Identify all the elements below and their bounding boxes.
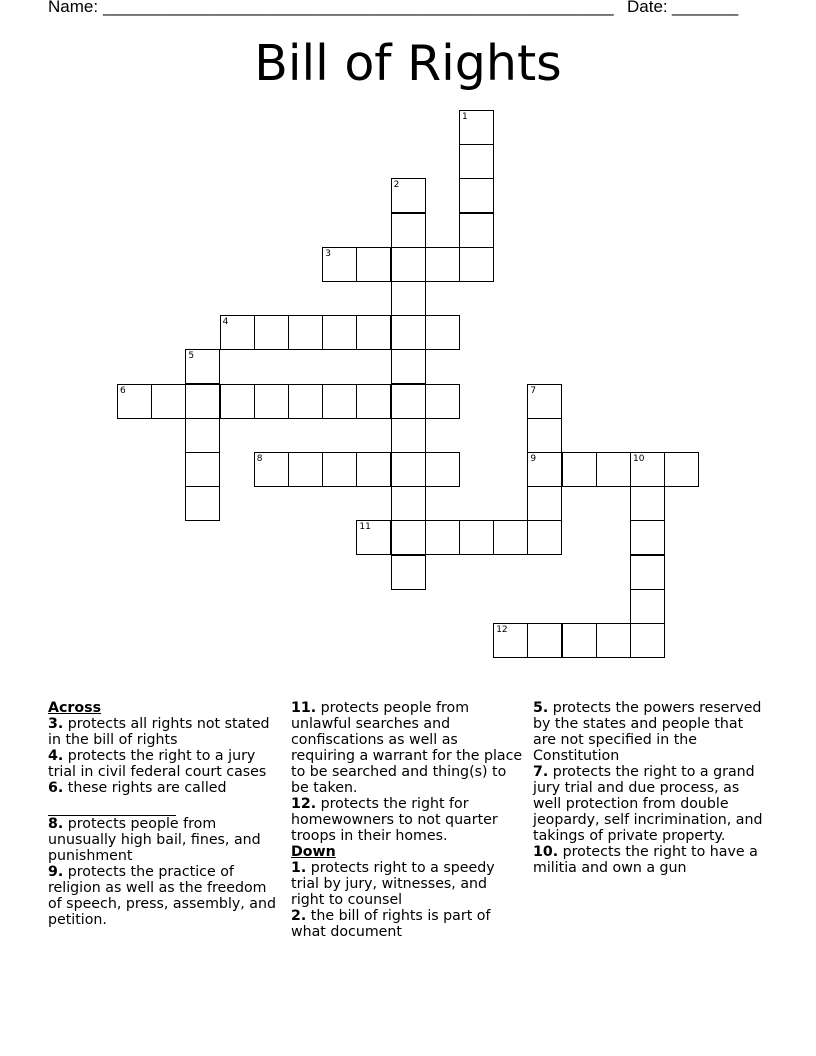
clue-number: 9.	[48, 864, 64, 880]
across-clue-11	[291, 700, 523, 796]
down-heading: Down	[291, 844, 336, 860]
grid-cell[interactable]	[630, 486, 665, 521]
clue-number: 7.	[533, 764, 549, 780]
grid-cell[interactable]	[391, 213, 426, 248]
clue-number: 5.	[533, 700, 549, 716]
grid-cell[interactable]	[596, 623, 631, 658]
across-clue-9	[48, 864, 280, 928]
grid-cell[interactable]	[356, 247, 391, 282]
across-clue-8	[48, 816, 280, 864]
down-clue-2	[291, 908, 523, 940]
grid-cell[interactable]	[630, 589, 665, 624]
clue-number: 11.	[291, 700, 317, 716]
grid-cell[interactable]	[459, 110, 494, 145]
grid-cell[interactable]	[356, 315, 391, 350]
grid-cell[interactable]	[391, 486, 426, 521]
grid-cell[interactable]	[391, 520, 426, 555]
name-field-line[interactable]: ______________________________________________________	[103, 0, 614, 16]
grid-cell[interactable]	[630, 520, 665, 555]
grid-cell[interactable]	[459, 178, 494, 213]
across-heading: Across	[48, 700, 102, 716]
clues-column-3	[533, 700, 765, 876]
grid-cell[interactable]	[391, 247, 426, 282]
cell-number: 10	[633, 454, 645, 464]
grid-cell[interactable]	[185, 349, 220, 384]
down-clue-10	[533, 844, 765, 876]
cell-number: 7	[530, 385, 537, 396]
grid-cell[interactable]	[459, 247, 494, 282]
clue-text: protects right to a speedy trial by jury, witnesses, and right to counsel	[291, 860, 495, 908]
clue-number: 4.	[48, 748, 64, 764]
clue-number: 2.	[291, 908, 307, 924]
grid-cell[interactable]	[185, 418, 220, 453]
clue-number: 6.	[48, 780, 64, 796]
clue-number: 10.	[533, 844, 559, 860]
clue-text: protects people from unusually high bail, fines, and punishment	[48, 816, 261, 864]
grid-cell[interactable]	[425, 315, 460, 350]
across-clue-6	[48, 780, 280, 816]
grid-cell[interactable]	[562, 623, 597, 658]
grid-cell[interactable]	[527, 486, 562, 521]
grid-cell[interactable]	[391, 315, 426, 350]
down-clue-7	[533, 764, 765, 844]
grid-cell[interactable]	[322, 247, 357, 282]
grid-cell[interactable]	[459, 520, 494, 555]
grid-cell[interactable]	[391, 178, 426, 213]
clue-number: 8.	[48, 816, 64, 832]
grid-cell[interactable]	[391, 555, 426, 590]
grid-cell[interactable]	[185, 384, 220, 419]
grid-cell[interactable]	[254, 384, 289, 419]
grid-cell[interactable]	[356, 384, 391, 419]
grid-cell[interactable]	[117, 384, 152, 419]
cell-number: 6	[120, 385, 126, 396]
grid-cell[interactable]	[391, 452, 426, 487]
grid-cell[interactable]	[425, 384, 460, 419]
clue-number: 1.	[291, 860, 307, 876]
cell-number: 9	[530, 454, 537, 464]
clues-column-2	[291, 700, 523, 940]
cell-number: 8	[256, 454, 263, 464]
clues-column-1	[48, 700, 280, 928]
clue-number: 12.	[291, 796, 317, 812]
grid-cell[interactable]	[322, 315, 357, 350]
grid-cell[interactable]	[664, 452, 699, 487]
cell-number: 5	[188, 351, 195, 362]
grid-cell[interactable]	[527, 520, 562, 555]
clue-text: these rights are called	[67, 780, 227, 796]
grid-cell[interactable]	[630, 555, 665, 590]
name-label: Name:	[48, 0, 99, 16]
grid-cell[interactable]	[322, 452, 357, 487]
grid-cell[interactable]	[220, 315, 255, 350]
grid-cell[interactable]	[425, 247, 460, 282]
clue-number: 3.	[48, 716, 64, 732]
grid-cell[interactable]	[356, 452, 391, 487]
grid-cell[interactable]	[288, 452, 323, 487]
grid-cell[interactable]	[391, 418, 426, 453]
across-clue-12	[291, 796, 523, 844]
cell-number: 1	[462, 112, 468, 122]
grid-cell[interactable]	[425, 452, 460, 487]
date-field-line[interactable]: _______	[672, 0, 739, 16]
clue-text: protects the practice of religion as well as the freedom of speech, press, assembly, and petition.	[48, 864, 276, 928]
grid-cell[interactable]	[630, 452, 665, 487]
grid-cell[interactable]	[630, 623, 665, 658]
grid-cell[interactable]	[356, 520, 391, 555]
grid-cell[interactable]	[391, 281, 426, 316]
date-label: Date:	[627, 0, 668, 16]
grid-cell[interactable]	[322, 384, 357, 419]
grid-cell[interactable]	[493, 623, 528, 658]
clue-text: protects the right for homewowners to not quarter troops in their homes.	[291, 796, 498, 844]
grid-cell[interactable]	[425, 520, 460, 555]
grid-cell[interactable]	[527, 623, 562, 658]
cell-number: 11	[359, 522, 371, 533]
clue-text: protects the right to a grand jury trial and due process, as well protection from double jeopardy, self incrimination, and takings of private property.	[533, 764, 763, 844]
grid-cell[interactable]	[459, 213, 494, 248]
across-clue-3	[48, 716, 280, 748]
grid-cell[interactable]	[459, 144, 494, 179]
grid-cell[interactable]	[254, 452, 289, 487]
grid-cell[interactable]	[288, 384, 323, 419]
clue-text: protects the powers reserved by the states and people that are not specified in the Constitution	[533, 700, 762, 764]
grid-cell[interactable]	[185, 486, 220, 521]
grid-cell[interactable]	[391, 349, 426, 384]
clue-text: protects the right to have a militia and own a gun	[533, 844, 758, 876]
down-clue-5	[533, 700, 765, 764]
grid-cell[interactable]	[151, 384, 186, 419]
grid-cell[interactable]	[493, 520, 528, 555]
grid-cell[interactable]	[527, 384, 562, 419]
grid-cell[interactable]	[288, 315, 323, 350]
grid-cell[interactable]	[596, 452, 631, 487]
grid-cell[interactable]	[185, 452, 220, 487]
answer-blank-line	[48, 796, 176, 816]
down-clue-1	[291, 860, 523, 908]
page-title: Bill of Rights	[254, 35, 562, 92]
across-clue-4	[48, 748, 280, 780]
cell-number: 12	[496, 625, 508, 635]
cell-number: 4	[222, 317, 229, 328]
grid-cell[interactable]	[527, 418, 562, 453]
grid-cell[interactable]	[254, 315, 289, 350]
cell-number: 3	[325, 248, 331, 259]
grid-cell[interactable]	[527, 452, 562, 487]
grid-cell[interactable]	[562, 452, 597, 487]
clue-text: protects all rights not stated in the bill of rights	[48, 716, 270, 748]
cell-number: 2	[393, 180, 400, 191]
grid-cell[interactable]	[220, 384, 255, 419]
name-date-header	[48, 0, 748, 19]
grid-cell[interactable]	[391, 384, 426, 419]
clue-text: the bill of rights is part of what document	[291, 908, 491, 940]
clue-text: protects people from unlawful searches and confiscations as well as requiring a warrant for the place to be searched and thing(s) to be taken.	[291, 700, 523, 796]
clue-text: protects the right to a jury trial in civil federal court cases	[48, 748, 267, 780]
